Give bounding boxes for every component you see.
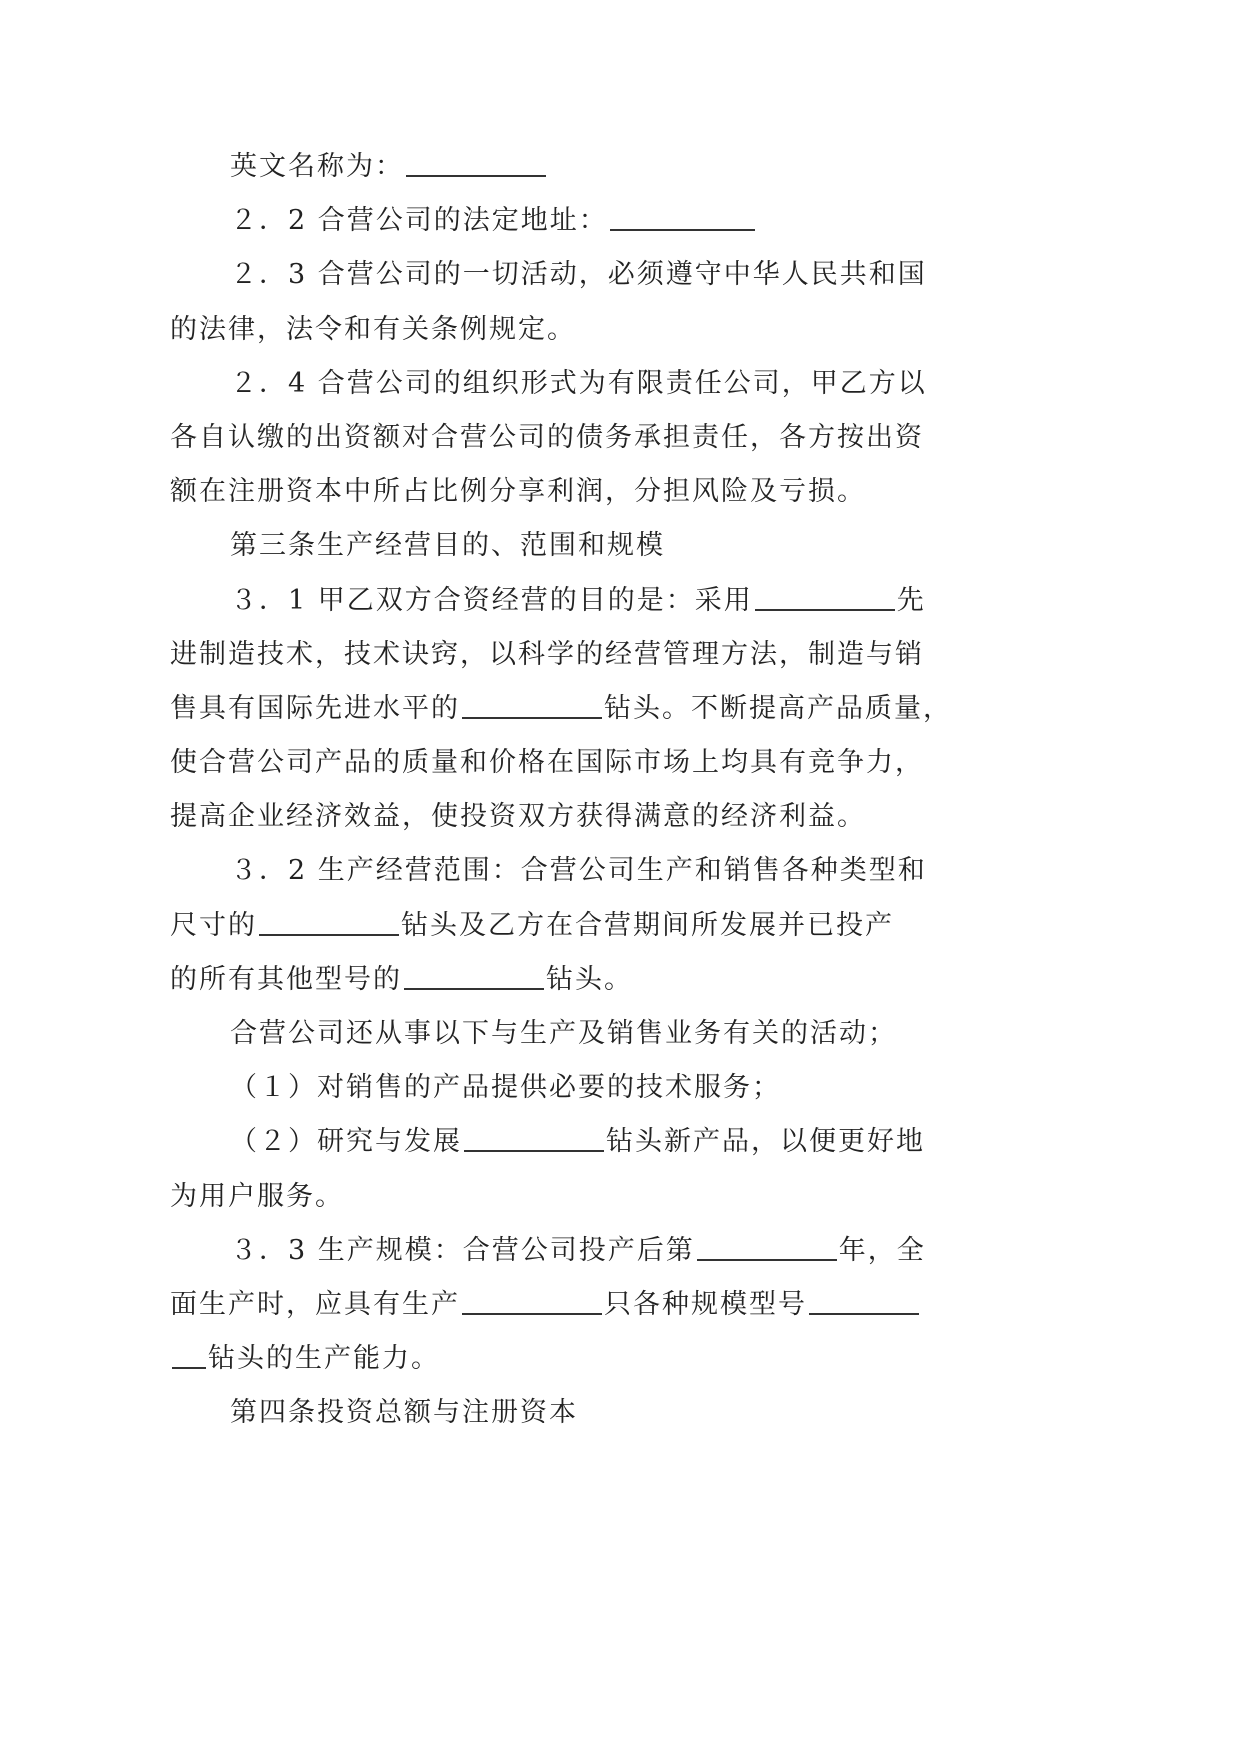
article-3-3-line-3 [170, 1332, 950, 1386]
drill-bit-type-blank-4 [464, 1122, 604, 1152]
article-2-4-line-1 [170, 357, 950, 411]
activity-item-2-line-1 [170, 1115, 950, 1169]
article-2-4-line-3 [170, 465, 950, 519]
english-name-line [170, 140, 950, 194]
article-2-3-line-2 [170, 303, 950, 357]
section-heading-4 [170, 1386, 950, 1440]
article-3-3-line-1 [170, 1224, 950, 1278]
article-3-2-text-2a: 尺寸的 [170, 909, 257, 941]
article-3-1-line-3 [170, 682, 950, 736]
article-3-1-text-1b: 先 [896, 584, 926, 616]
article-3-3-text-1a: ３．3 生产规模：合营公司投产后第 [230, 1234, 695, 1266]
section-heading-3-text: 第三条生产经营目的、范围和规模 [230, 530, 665, 562]
activity-item-1-text: （１）对销售的产品提供必要的技术服务； [230, 1072, 781, 1104]
article-2-2 [170, 194, 950, 248]
article-3-2-text-1: ３．2 生产经营范围：合营公司生产和销售各种类型和 [230, 855, 927, 887]
activities-intro-text: 合营公司还从事以下与生产及销售业务有关的活动； [230, 1018, 897, 1049]
quantity-blank [462, 1285, 602, 1315]
article-3-2-text-3b: 钻头。 [546, 963, 633, 995]
article-2-4-text-2: 各自认缴的出资额对合营公司的债务承担责任，各方按出资 [170, 421, 924, 453]
article-3-1-line-1 [170, 574, 950, 628]
activity-item-2-line-2 [170, 1170, 950, 1224]
drill-bit-type-blank-1 [462, 689, 602, 719]
article-3-2-text-2b: 钻头及乙方在合营期间所发展并已投产 [401, 909, 894, 941]
article-2-4-line-2 [170, 411, 950, 465]
english-name-blank [406, 147, 546, 177]
english-name-label: 英文名称为： [230, 151, 404, 182]
article-3-1-text-4: 使合营公司产品的质量和价格在国际市场上均具有竞争力， [170, 747, 924, 779]
article-3-3-line-2 [170, 1278, 950, 1332]
article-2-2-text: ２．2 合营公司的法定地址： [230, 205, 608, 237]
model-blank-part-1 [809, 1285, 919, 1315]
technology-blank [755, 581, 895, 611]
article-3-1-text-1a: ３．1 甲乙双方合资经营的目的是：采用 [230, 584, 753, 616]
activity-item-2-text-1a: （２）研究与发展 [230, 1126, 462, 1158]
article-3-2-line-3 [170, 953, 950, 1007]
article-2-3-text-2: 的法律，法令和有关条例规定。 [170, 313, 576, 345]
article-3-1-line-2 [170, 628, 950, 682]
document-body [170, 140, 950, 1441]
year-blank [697, 1231, 837, 1261]
section-heading-3 [170, 519, 950, 573]
legal-address-blank [610, 201, 755, 231]
article-3-2-line-1 [170, 844, 950, 898]
article-3-1-text-3b: 钻头。不断提高产品质量， [604, 692, 952, 724]
article-2-3-text-1: ２．3 合营公司的一切活动，必须遵守中华人民共和国 [230, 259, 927, 291]
article-3-1-text-5: 提高企业经济效益，使投资双方获得满意的经济利益。 [170, 801, 866, 833]
activity-item-1 [170, 1061, 950, 1115]
section-heading-4-text: 第四条投资总额与注册资本 [230, 1397, 578, 1429]
activity-item-2-text-2: 为用户服务。 [170, 1180, 344, 1212]
drill-bit-type-blank-2 [259, 906, 399, 936]
article-2-4-text-1: ２．4 合营公司的组织形式为有限责任公司，甲乙方以 [230, 367, 927, 399]
article-2-3-line-1 [170, 248, 950, 302]
activities-intro [170, 1007, 950, 1061]
article-2-4-text-3: 额在注册资本中所占比例分享利润，分担风险及亏损。 [170, 476, 866, 508]
model-blank-part-2 [172, 1339, 206, 1369]
article-3-2-text-3a: 的所有其他型号的 [170, 963, 402, 995]
article-3-1-line-4 [170, 736, 950, 790]
article-3-1-text-2: 进制造技术，技术诀窍，以科学的经营管理方法，制造与销 [170, 638, 924, 670]
article-3-3-text-2b: 只各种规模型号 [604, 1288, 807, 1320]
article-3-3-text-3: 钻头的生产能力。 [208, 1343, 440, 1375]
article-3-3-text-2a: 面生产时，应具有生产 [170, 1288, 460, 1320]
article-3-2-line-2 [170, 899, 950, 953]
article-3-1-text-3a: 售具有国际先进水平的 [170, 692, 460, 724]
article-3-3-text-1b: 年，全 [838, 1234, 926, 1266]
drill-bit-type-blank-3 [404, 960, 544, 990]
activity-item-2-text-1b: 钻头新产品，以便更好地 [606, 1126, 925, 1158]
article-3-1-line-5 [170, 790, 950, 844]
